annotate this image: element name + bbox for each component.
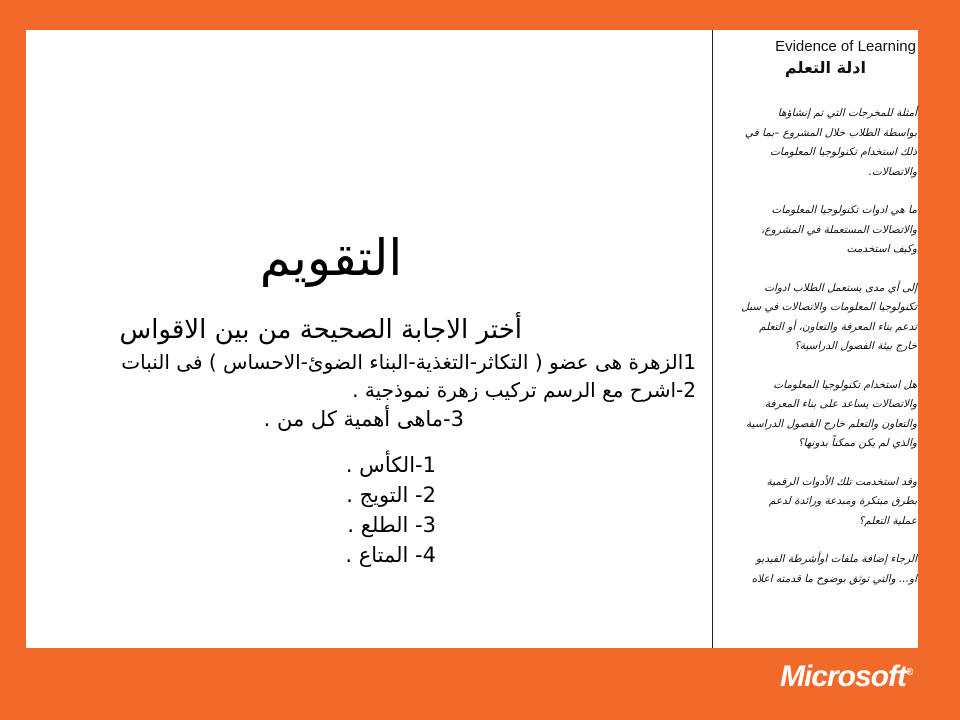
slide-subtitle: أختر الاجابة الصحيحة من بين الاقواس xyxy=(119,315,522,345)
trademark-symbol: ® xyxy=(906,667,914,678)
sidebar-notes xyxy=(741,104,917,608)
list-item: 1-الكأس . xyxy=(345,453,436,477)
question-3: 3-ماهى أهمية كل من . xyxy=(263,407,464,431)
question-1: 1الزهرة هى عضو ( التكاثر-التغذية-البناء الضوئ-الاحساس ) فى النبات xyxy=(121,350,696,374)
list-item: 4- المتاع . xyxy=(345,543,436,567)
evidence-sidebar xyxy=(713,30,918,648)
microsoft-logo xyxy=(780,660,913,694)
slide-panel xyxy=(26,30,918,648)
sidebar-note: أمثلة للمخرجات التي تم إنشاؤها بواسطة الطلاب خلال المشروع –بما في ذلك استخدام تكنولوجيا المعلومات والاتصالات. xyxy=(744,107,917,178)
main-content xyxy=(26,30,712,648)
sidebar-note: الرجاء إضافة ملفات اوأشرطة الفيديو او... والتي توثق بوضوح ما قدمته اعلاه xyxy=(751,553,917,585)
list-item: 3- الطلع . xyxy=(347,513,436,537)
logo-text: Microsoft xyxy=(780,660,906,693)
sidebar-heading-english: Evidence of Learning xyxy=(775,38,916,55)
sidebar-note: وقد استخدمت تلك الأدوات الرقمية بطرق مبتكرة ومبدعة ورائدة لدعم عملية التعلم؟ xyxy=(766,475,917,527)
questions xyxy=(121,348,696,434)
sidebar-note: ما هي ادوات تكنولوجيا المعلومات والاتصالات المستعملة في المشروع، وكيف استخدمت xyxy=(761,204,917,255)
list-item: 2- التويج . xyxy=(346,483,436,507)
sidebar-heading-arabic: ادلة التعلم xyxy=(784,58,866,77)
sidebar-note: هل استخدام تكنولوجيا المعلومات والاتصالات يساعد على بناء المعرفة والتعاون والتعلم خارج الفصول الدراسية والذي لم يكن ممكناً بدونها؟ xyxy=(746,378,917,449)
flower-parts-list xyxy=(345,450,436,570)
slide-title: التقويم xyxy=(259,229,403,287)
sidebar-note: إلى أي مدى يستعمل الطلاب ادوات تكنولوجيا المعلومات والاتصالات في سبل تدعم بناء المعرفة والتعاون، أو التعلم خارج بيئة الفصول الدراسية؟ xyxy=(741,281,917,352)
question-2: 2-اشرح مع الرسم تركيب زهرة نموذجية . xyxy=(352,378,696,402)
